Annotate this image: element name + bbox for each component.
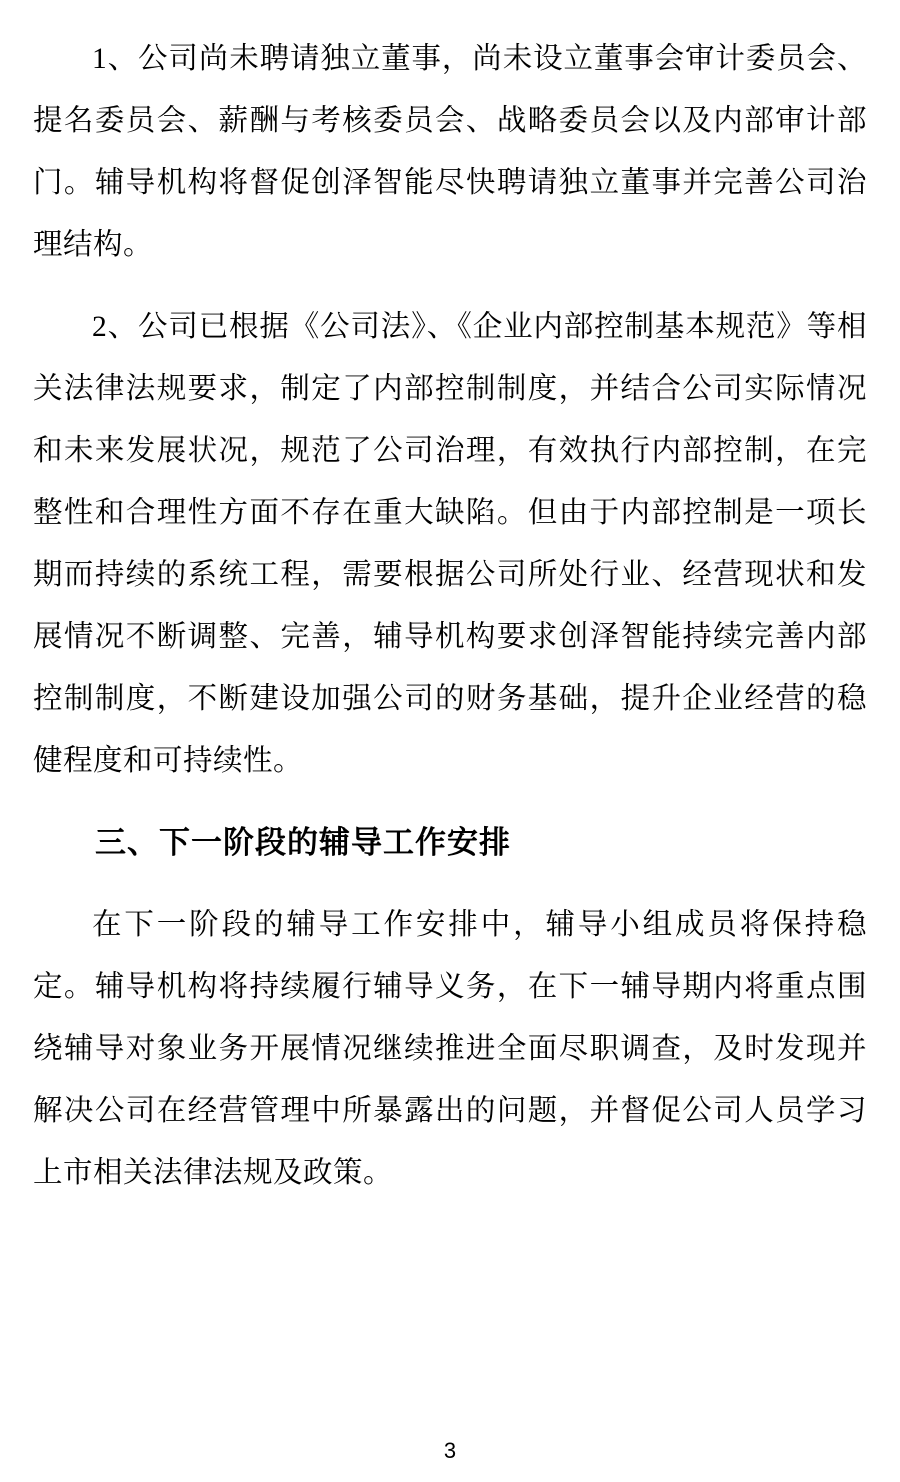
paragraph-next-stage-plan: 在下一阶段的辅导工作安排中，辅导小组成员将保持稳定。辅导机构将持续履行辅导义务，在下一辅导期内将重点围绕辅导对象业务开展情况继续推进全面尽职调查，及时发现并解决公司在经营管理中所暴露出的问题，并督促公司人员学习上市相关法律法规及政策。	[33, 909, 867, 1189]
section-heading-next-stage: 三、下一阶段的辅导工作安排	[95, 825, 511, 860]
paragraph-governance-item-1: 1、公司尚未聘请独立董事，尚未设立董事会审计委员会、提名委员会、薪酬与考核委员会、战略委员会以及内部审计部门。辅导机构将督促创泽智能尽快聘请独立董事并完善公司治理结构。	[33, 43, 867, 261]
page-number: 3	[443, 1438, 457, 1463]
paragraph-internal-control-item-2: 2、公司已根据《公司法》、《企业内部控制基本规范》等相关法律法规要求，制定了内部控制制度，并结合公司实际情况和未来发展状况，规范了公司治理，有效执行内部控制，在完整性和合理性方面不存在重大缺陷。但由于内部控制是一项长期而持续的系统工程，需要根据公司所处行业、经营现状和发展情况不断调整、完善，辅导机构要求创泽智能持续完善内部控制制度，不断建设加强公司的财务基础，提升企业经营的稳健程度和可持续性。	[33, 311, 867, 777]
